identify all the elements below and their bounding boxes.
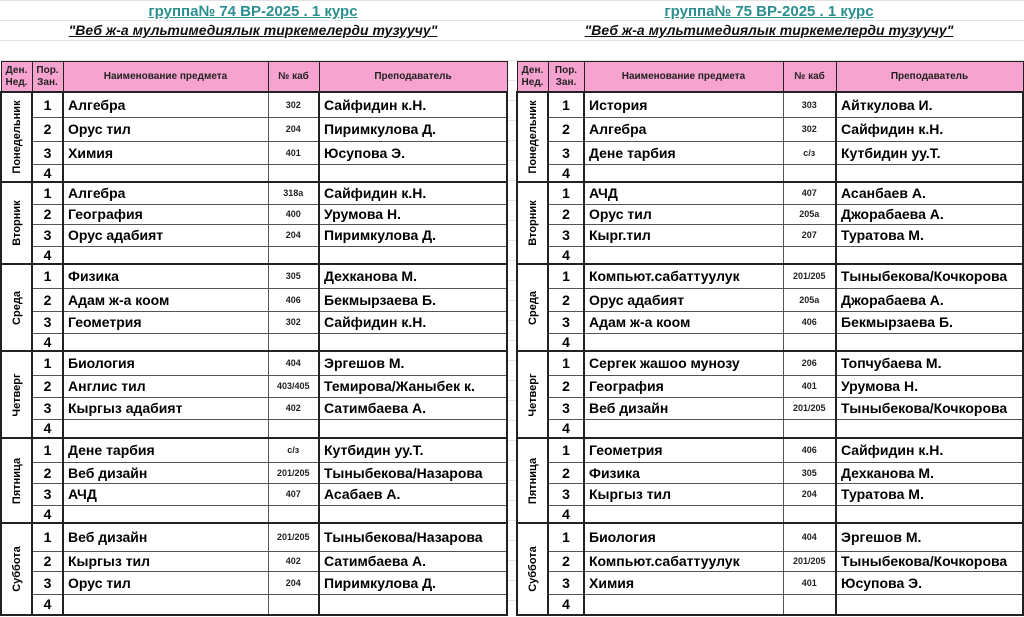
room-cell[interactable]: 407 — [783, 182, 836, 204]
day-label: Вторник — [526, 200, 539, 246]
lesson-row — [1, 224, 507, 246]
teacher-cell[interactable] — [836, 594, 1023, 615]
lesson-row — [517, 141, 1023, 164]
lesson-number-cell[interactable]: 2 — [32, 288, 63, 311]
lesson-number-cell[interactable]: 4 — [548, 419, 584, 438]
lesson-number-cell[interactable]: 1 — [32, 351, 63, 375]
lesson-number-cell[interactable]: 3 — [548, 311, 584, 333]
lesson-number-cell[interactable]: 2 — [32, 551, 63, 571]
day-cell[interactable] — [517, 523, 548, 615]
room-cell[interactable]: 204 — [268, 117, 319, 141]
subject-cell[interactable]: Кыргыз тил — [584, 483, 783, 505]
room-cell[interactable]: 402 — [268, 397, 319, 419]
lesson-row — [517, 92, 1023, 117]
lesson-row — [517, 264, 1023, 288]
lesson-number-cell[interactable]: 3 — [548, 224, 584, 246]
day-cell[interactable] — [517, 182, 548, 264]
teacher-cell[interactable]: Сатимбаева А. — [319, 551, 507, 571]
subject-cell[interactable]: Биология — [584, 523, 783, 551]
lesson-number-cell[interactable]: 2 — [548, 375, 584, 397]
lesson-number-cell[interactable]: 3 — [32, 311, 63, 333]
lesson-number-cell[interactable]: 4 — [32, 419, 63, 438]
lesson-row — [517, 204, 1023, 224]
teacher-cell[interactable]: Темирова/Жаныбек к. — [319, 375, 507, 397]
lesson-number-cell[interactable]: 4 — [32, 164, 63, 182]
lesson-number-cell[interactable]: 4 — [32, 505, 63, 523]
room-cell[interactable]: 302 — [268, 92, 319, 117]
room-cell[interactable]: 305 — [268, 264, 319, 288]
day-cell[interactable] — [1, 92, 32, 182]
lesson-number-cell[interactable]: 1 — [548, 264, 584, 288]
room-cell[interactable]: 406 — [268, 288, 319, 311]
lesson-number-cell[interactable]: 3 — [548, 141, 584, 164]
day-label: Пятница — [10, 457, 23, 504]
lesson-number-cell[interactable]: 4 — [32, 246, 63, 264]
lesson-row — [517, 246, 1023, 264]
lesson-number-cell[interactable]: 3 — [548, 397, 584, 419]
subject-cell[interactable]: География — [584, 375, 783, 397]
group-title: группа№ 74 ВР-2025 . 1 курс — [148, 3, 358, 20]
lesson-row — [1, 551, 507, 571]
teacher-cell[interactable] — [319, 164, 507, 182]
day-label: Суббота — [526, 546, 539, 592]
teacher-cell[interactable]: Тыныбекова/Кочкорова — [836, 397, 1023, 419]
lesson-number-cell[interactable]: 1 — [548, 92, 584, 117]
lesson-row — [1, 397, 507, 419]
day-cell[interactable] — [1, 182, 32, 264]
lesson-row — [517, 224, 1023, 246]
subject-cell[interactable]: Дене тарбия — [63, 438, 268, 462]
room-cell[interactable] — [783, 333, 836, 351]
lesson-row — [517, 182, 1023, 204]
lesson-number-cell[interactable]: 4 — [548, 246, 584, 264]
lesson-row — [517, 311, 1023, 333]
subject-cell[interactable]: Орус тил — [63, 117, 268, 141]
day-label: Суббота — [10, 546, 23, 592]
lesson-number-cell[interactable]: 3 — [32, 141, 63, 164]
subject-cell[interactable]: Дене тарбия — [584, 141, 783, 164]
lesson-number-cell[interactable]: 1 — [548, 438, 584, 462]
teacher-cell[interactable]: Сайфидин к.Н. — [319, 311, 507, 333]
room-cell[interactable]: 401 — [268, 141, 319, 164]
lesson-row — [1, 92, 507, 117]
subject-cell[interactable]: Биология — [63, 351, 268, 375]
teacher-cell[interactable]: Джорабаева А. — [836, 288, 1023, 311]
header-row — [1, 62, 507, 93]
room-cell[interactable]: 207 — [783, 224, 836, 246]
teacher-cell[interactable]: Эргешов М. — [319, 351, 507, 375]
room-cell[interactable]: 400 — [268, 204, 319, 224]
subject-cell[interactable]: Геометрия — [584, 438, 783, 462]
subject-cell[interactable] — [584, 505, 783, 523]
teacher-cell[interactable]: Пиримкулова Д. — [319, 571, 507, 594]
lesson-row — [1, 246, 507, 264]
specialty-subtitle: "Веб ж-а мультимедиялык тиркемелерди тузуучу" — [68, 22, 438, 38]
day-cell[interactable] — [1, 523, 32, 615]
lesson-row — [517, 571, 1023, 594]
room-cell[interactable]: 401 — [783, 571, 836, 594]
lesson-row — [1, 264, 507, 288]
day-label: Среда — [10, 290, 23, 325]
teacher-cell[interactable]: Бекмырзаева Б. — [319, 288, 507, 311]
lesson-row — [517, 397, 1023, 419]
room-cell[interactable] — [268, 333, 319, 351]
room-cell[interactable] — [783, 246, 836, 264]
teacher-cell[interactable] — [836, 419, 1023, 438]
lesson-number-cell[interactable]: 4 — [548, 594, 584, 615]
room-cell[interactable]: с/з — [783, 141, 836, 164]
lesson-row — [1, 141, 507, 164]
teacher-cell[interactable]: Тыныбекова/Кочкорова — [836, 264, 1023, 288]
lesson-row — [1, 523, 507, 551]
lesson-number-cell[interactable]: 1 — [32, 182, 63, 204]
lesson-row — [517, 288, 1023, 311]
teacher-cell[interactable] — [836, 333, 1023, 351]
room-cell[interactable] — [783, 505, 836, 523]
subject-cell[interactable]: АЧД — [584, 182, 783, 204]
teacher-cell[interactable]: Асанбаев А. — [836, 182, 1023, 204]
lesson-row — [517, 351, 1023, 375]
teacher-cell[interactable]: Джорабаева А. — [836, 204, 1023, 224]
header-teacher: Преподаватель — [319, 62, 507, 93]
teacher-cell[interactable]: Топчубаева М. — [836, 351, 1023, 375]
room-cell[interactable]: 303 — [783, 92, 836, 117]
lesson-row — [1, 594, 507, 615]
teacher-cell[interactable]: Кутбидин уу.Т. — [836, 141, 1023, 164]
day-cell[interactable] — [517, 264, 548, 351]
room-cell[interactable]: 407 — [268, 483, 319, 505]
room-cell[interactable] — [783, 419, 836, 438]
room-cell[interactable]: 206 — [783, 351, 836, 375]
specialty-subtitle: "Веб ж-а мультимедиялык тиркемелерди тузуучу" — [584, 22, 954, 38]
room-cell[interactable]: 204 — [783, 483, 836, 505]
room-cell[interactable]: 201/205 — [783, 551, 836, 571]
teacher-cell[interactable]: Урумова Н. — [319, 204, 507, 224]
subject-cell[interactable]: Веб дизайн — [63, 462, 268, 483]
day-label: Вторник — [10, 200, 23, 246]
day-label: Понедельник — [526, 100, 539, 174]
header-room: № каб — [268, 62, 319, 93]
group-title: группа№ 75 ВР-2025 . 1 курс — [664, 3, 874, 20]
lesson-number-cell[interactable]: 1 — [548, 182, 584, 204]
teacher-cell[interactable] — [319, 419, 507, 438]
room-cell[interactable]: 403/405 — [268, 375, 319, 397]
teacher-cell[interactable] — [319, 505, 507, 523]
subject-cell[interactable] — [584, 333, 783, 351]
subject-cell[interactable] — [63, 164, 268, 182]
header-teacher: Преподаватель — [836, 62, 1023, 93]
subject-cell[interactable]: Адам ж-а коом — [63, 288, 268, 311]
teacher-cell[interactable]: Бекмырзаева Б. — [836, 311, 1023, 333]
lesson-number-cell[interactable]: 1 — [32, 92, 63, 117]
lesson-row — [517, 164, 1023, 182]
lesson-number-cell[interactable]: 1 — [32, 523, 63, 551]
lesson-row — [517, 333, 1023, 351]
lesson-number-cell[interactable]: 3 — [548, 483, 584, 505]
room-cell[interactable] — [783, 594, 836, 615]
subject-cell[interactable]: Сергек жашоо мунозу — [584, 351, 783, 375]
lesson-number-cell[interactable]: 4 — [548, 505, 584, 523]
room-cell[interactable]: 201/205 — [783, 397, 836, 419]
room-cell[interactable]: 302 — [783, 117, 836, 141]
day-cell[interactable] — [1, 438, 32, 523]
subject-cell[interactable]: Англис тил — [63, 375, 268, 397]
room-cell[interactable]: 404 — [268, 351, 319, 375]
lesson-number-cell[interactable]: 1 — [32, 264, 63, 288]
room-cell[interactable]: 302 — [268, 311, 319, 333]
lesson-row — [1, 483, 507, 505]
teacher-cell[interactable]: Урумова Н. — [836, 375, 1023, 397]
teacher-cell[interactable]: Сайфидин к.Н. — [319, 182, 507, 204]
teacher-cell[interactable]: Туратова М. — [836, 224, 1023, 246]
teacher-cell[interactable]: Сайфидин к.Н. — [319, 92, 507, 117]
header-day: Ден. Нед. — [1, 62, 32, 93]
header-day: Ден. Нед. — [517, 62, 548, 93]
subject-cell[interactable]: Алгебра — [63, 92, 268, 117]
teacher-cell[interactable] — [319, 246, 507, 264]
teacher-cell[interactable]: Пиримкулова Д. — [319, 224, 507, 246]
room-cell[interactable]: 201/205 — [783, 264, 836, 288]
room-cell[interactable]: 204 — [268, 224, 319, 246]
schedule-table — [516, 61, 1024, 616]
subject-cell[interactable] — [63, 594, 268, 615]
subject-cell[interactable]: Компьют.сабаттуулук — [584, 264, 783, 288]
lesson-row — [1, 438, 507, 462]
lesson-number-cell[interactable]: 1 — [548, 351, 584, 375]
lesson-number-cell[interactable]: 2 — [548, 551, 584, 571]
teacher-cell[interactable]: Сайфидин к.Н. — [836, 438, 1023, 462]
subject-cell[interactable]: Химия — [63, 141, 268, 164]
day-cell[interactable] — [517, 438, 548, 523]
lesson-row — [517, 523, 1023, 551]
room-cell[interactable]: 401 — [783, 375, 836, 397]
lesson-number-cell[interactable]: 3 — [548, 571, 584, 594]
room-cell[interactable]: 205а — [783, 204, 836, 224]
lesson-row — [1, 351, 507, 375]
schedule-table — [0, 61, 508, 616]
day-label: Четверг — [526, 372, 539, 417]
lesson-row — [517, 505, 1023, 523]
lesson-row — [1, 117, 507, 141]
teacher-cell[interactable] — [836, 246, 1023, 264]
subject-cell[interactable] — [584, 419, 783, 438]
room-cell[interactable] — [268, 246, 319, 264]
teacher-cell[interactable]: Айткулова И. — [836, 92, 1023, 117]
teacher-cell[interactable]: Кутбидин уу.Т. — [319, 438, 507, 462]
header-lesson-number: Пор. Зан. — [32, 62, 63, 93]
room-cell[interactable] — [268, 594, 319, 615]
teacher-cell[interactable]: Пиримкулова Д. — [319, 117, 507, 141]
day-cell[interactable] — [1, 351, 32, 438]
subject-cell[interactable] — [584, 164, 783, 182]
lesson-number-cell[interactable]: 3 — [32, 571, 63, 594]
lesson-row — [1, 333, 507, 351]
day-label: Пятница — [526, 457, 539, 504]
lesson-row — [1, 375, 507, 397]
lesson-number-cell[interactable]: 3 — [32, 483, 63, 505]
subject-cell[interactable]: История — [584, 92, 783, 117]
subject-cell[interactable]: АЧД — [63, 483, 268, 505]
header-subject: Наименование предмета — [63, 62, 268, 93]
subject-cell[interactable]: Кырг.тил — [584, 224, 783, 246]
room-cell[interactable]: 406 — [783, 311, 836, 333]
subject-cell[interactable]: Алгебра — [63, 182, 268, 204]
day-cell[interactable] — [517, 351, 548, 438]
teacher-cell[interactable] — [836, 164, 1023, 182]
lesson-row — [1, 571, 507, 594]
subject-cell[interactable]: Веб дизайн — [63, 523, 268, 551]
subject-cell[interactable] — [584, 594, 783, 615]
lesson-number-cell[interactable]: 3 — [32, 224, 63, 246]
room-cell[interactable] — [783, 164, 836, 182]
room-cell[interactable]: 201/205 — [268, 462, 319, 483]
lesson-row — [1, 311, 507, 333]
room-cell[interactable]: 318а — [268, 182, 319, 204]
lesson-number-cell[interactable]: 2 — [548, 462, 584, 483]
lesson-row — [517, 594, 1023, 615]
subject-cell[interactable]: Кыргыз тил — [63, 551, 268, 571]
lesson-number-cell[interactable]: 2 — [32, 375, 63, 397]
lesson-number-cell[interactable]: 2 — [548, 117, 584, 141]
subject-cell[interactable]: Адам ж-а коом — [584, 311, 783, 333]
lesson-row — [517, 117, 1023, 141]
subject-cell[interactable]: Алгебра — [584, 117, 783, 141]
teacher-cell[interactable]: Тыныбекова/Назарова — [319, 462, 507, 483]
room-cell[interactable]: 201/205 — [268, 523, 319, 551]
subject-cell[interactable]: География — [63, 204, 268, 224]
subject-cell[interactable] — [63, 419, 268, 438]
subject-cell[interactable]: Физика — [584, 462, 783, 483]
room-cell[interactable]: с/з — [268, 438, 319, 462]
teacher-cell[interactable]: Тыныбекова/Кочкорова — [836, 551, 1023, 571]
subject-cell[interactable] — [63, 246, 268, 264]
lesson-row — [517, 375, 1023, 397]
teacher-cell[interactable] — [836, 505, 1023, 523]
room-cell[interactable] — [268, 505, 319, 523]
lesson-row — [517, 551, 1023, 571]
lesson-number-cell[interactable]: 3 — [32, 397, 63, 419]
lesson-number-cell[interactable]: 4 — [32, 333, 63, 351]
lesson-number-cell[interactable]: 1 — [548, 523, 584, 551]
room-cell[interactable]: 204 — [268, 571, 319, 594]
subject-cell[interactable]: Компьют.сабаттуулук — [584, 551, 783, 571]
teacher-cell[interactable]: Дехканова М. — [836, 462, 1023, 483]
room-cell[interactable] — [268, 164, 319, 182]
header-lesson-number: Пор. Зан. — [548, 62, 584, 93]
lesson-number-cell[interactable]: 2 — [32, 462, 63, 483]
lesson-row — [1, 204, 507, 224]
subject-cell[interactable]: Геометрия — [63, 311, 268, 333]
teacher-cell[interactable] — [319, 594, 507, 615]
teacher-cell[interactable]: Эргешов М. — [836, 523, 1023, 551]
subject-cell[interactable]: Химия — [584, 571, 783, 594]
subject-cell[interactable]: Кыргыз адабият — [63, 397, 268, 419]
teacher-cell[interactable]: Юсупова Э. — [836, 571, 1023, 594]
teacher-cell[interactable]: Сайфидин к.Н. — [836, 117, 1023, 141]
subject-cell[interactable] — [63, 333, 268, 351]
day-cell[interactable] — [1, 264, 32, 351]
teacher-cell[interactable]: Асабаев А. — [319, 483, 507, 505]
lesson-row — [1, 182, 507, 204]
subject-cell[interactable]: Орус адабият — [584, 288, 783, 311]
day-cell[interactable] — [517, 92, 548, 182]
lesson-number-cell[interactable]: 2 — [548, 288, 584, 311]
room-cell[interactable]: 406 — [783, 438, 836, 462]
teacher-cell[interactable]: Сатимбаева А. — [319, 397, 507, 419]
header-subject: Наименование предмета — [584, 62, 783, 93]
lesson-row — [517, 419, 1023, 438]
lesson-row — [517, 483, 1023, 505]
teacher-cell[interactable]: Дехканова М. — [319, 264, 507, 288]
lesson-number-cell[interactable]: 1 — [32, 438, 63, 462]
subject-cell[interactable]: Веб дизайн — [584, 397, 783, 419]
room-cell[interactable]: 205а — [783, 288, 836, 311]
subject-cell[interactable]: Орус тил — [63, 571, 268, 594]
subject-cell[interactable]: Физика — [63, 264, 268, 288]
room-cell[interactable]: 402 — [268, 551, 319, 571]
lesson-row — [1, 419, 507, 438]
lesson-row — [1, 505, 507, 523]
room-cell[interactable] — [268, 419, 319, 438]
lesson-number-cell[interactable]: 4 — [548, 164, 584, 182]
subject-cell[interactable]: Орус адабият — [63, 224, 268, 246]
lesson-row — [1, 164, 507, 182]
day-label: Среда — [526, 290, 539, 325]
lesson-row — [1, 462, 507, 483]
header-row — [517, 62, 1023, 93]
subject-cell[interactable] — [584, 246, 783, 264]
header-room: № каб — [783, 62, 836, 93]
day-label: Понедельник — [10, 100, 23, 174]
lesson-number-cell[interactable]: 4 — [32, 594, 63, 615]
lesson-row — [1, 288, 507, 311]
subject-cell[interactable] — [63, 505, 268, 523]
lesson-row — [517, 438, 1023, 462]
lesson-number-cell[interactable]: 2 — [548, 204, 584, 224]
teacher-cell[interactable]: Юсупова Э. — [319, 141, 507, 164]
lesson-number-cell[interactable]: 4 — [548, 333, 584, 351]
day-label: Четверг — [10, 372, 23, 417]
teacher-cell[interactable]: Тыныбекова/Назарова — [319, 523, 507, 551]
room-cell[interactable]: 404 — [783, 523, 836, 551]
room-cell[interactable]: 305 — [783, 462, 836, 483]
subject-cell[interactable]: Орус тил — [584, 204, 783, 224]
lesson-row — [517, 462, 1023, 483]
teacher-cell[interactable]: Туратова М. — [836, 483, 1023, 505]
teacher-cell[interactable] — [319, 333, 507, 351]
lesson-number-cell[interactable]: 2 — [32, 204, 63, 224]
lesson-number-cell[interactable]: 2 — [32, 117, 63, 141]
